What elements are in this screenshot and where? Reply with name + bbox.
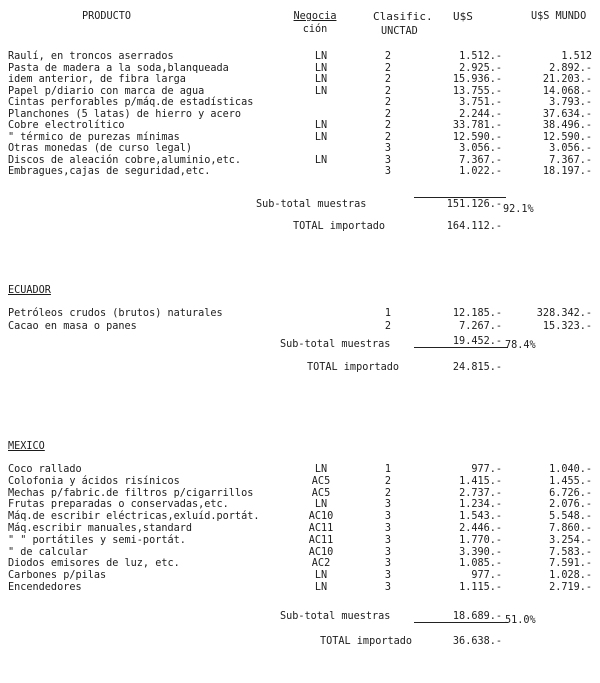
cell-neg: AC10 xyxy=(308,511,334,523)
cell-producto: Pasta de madera a la soda,blanqueada xyxy=(8,62,229,74)
cell-clas: 3 xyxy=(384,166,392,177)
cell-usd: 1.543.- xyxy=(459,511,502,523)
cell-producto: " térmico de purezas mínimas xyxy=(8,131,180,143)
cell-usd: 1.085.- xyxy=(459,558,502,570)
cell-producto: " de calcular xyxy=(8,546,88,558)
cell-neg: LN xyxy=(314,85,328,97)
cell-mundo: 328.342.- xyxy=(536,308,592,319)
cell-usd: 13.755.- xyxy=(452,85,502,97)
ecuador-total-value: 24.815.- xyxy=(452,362,502,373)
header-negociacion-line1: Negocia xyxy=(293,11,337,22)
header-usd-mundo: U$S MUNDO xyxy=(531,11,587,22)
cell-producto: Embragues,cajas de seguridad,etc. xyxy=(8,166,211,177)
cell-mundo: 5.548.- xyxy=(549,511,592,523)
cell-producto: Raulí, en troncos aserrados xyxy=(8,51,174,62)
mexico-subtotal-label: Sub-total muestras xyxy=(280,611,391,622)
cell-neg: AC2 xyxy=(311,558,331,570)
cell-producto: Frutas preparadas o conservadas,etc. xyxy=(8,499,229,511)
cell-mundo: 37.634.- xyxy=(542,108,592,120)
cell-mundo: 21.203.- xyxy=(542,74,592,85)
mexico-total-value: 36.638.- xyxy=(452,636,502,647)
cell-mundo: 12.590.- xyxy=(542,131,592,143)
cell-mundo: 14.068.- xyxy=(542,85,592,97)
cell-clas: 2 xyxy=(384,97,392,108)
cell-mundo: 1.512 xyxy=(561,51,592,62)
cell-producto: " " portátiles y semi-portát. xyxy=(8,534,186,546)
cell-producto: Cintas perforables p/máq.de estadísticas xyxy=(8,97,254,108)
cell-usd: 2.737.- xyxy=(459,487,502,499)
cell-usd: 1.415.- xyxy=(459,475,502,487)
cell-clas: 2 xyxy=(384,108,392,120)
cell-producto: Máq.de escribir eléctricas,exluíd.portát. xyxy=(8,511,260,523)
cell-clas: 1 xyxy=(384,464,392,475)
cell-producto: Coco rallado xyxy=(8,464,82,475)
cell-mundo: 2.076.- xyxy=(549,499,592,511)
cell-usd: 1.512.- xyxy=(459,51,502,62)
header-usd: U$S xyxy=(453,10,473,23)
cell-mundo: 3.056.- xyxy=(549,143,592,154)
cell-neg: LN xyxy=(314,120,328,131)
cell-mundo: 1.455.- xyxy=(549,475,592,487)
cell-producto: Cobre electrolítico xyxy=(8,120,125,131)
cell-clas: 3 xyxy=(384,582,392,593)
mexico-title: MEXICO xyxy=(8,441,45,452)
cell-usd: 2.244.- xyxy=(459,108,502,120)
cell-clas: 3 xyxy=(384,546,392,558)
cell-usd: 12.590.- xyxy=(452,131,502,143)
ecuador-subtotal-percent: 78.4% xyxy=(505,340,536,351)
section1-total-label: TOTAL importado xyxy=(293,221,386,232)
cell-neg: AC5 xyxy=(311,475,331,487)
cell-neg: AC10 xyxy=(308,546,334,558)
cell-producto: Discos de aleación cobre,aluminio,etc. xyxy=(8,154,242,166)
cell-producto: Papel p/diario con marca de agua xyxy=(8,85,205,97)
header-producto: PRODUCTO xyxy=(82,11,132,22)
cell-mundo: 7.367.- xyxy=(549,154,592,166)
cell-clas: 2 xyxy=(384,320,392,332)
cell-clas: 2 xyxy=(384,62,392,74)
cell-neg: LN xyxy=(314,74,328,85)
section1-total-value: 164.112.- xyxy=(446,221,502,232)
cell-mundo: 2.892.- xyxy=(549,62,592,74)
cell-clas: 2 xyxy=(384,475,392,487)
cell-clas: 3 xyxy=(384,143,392,154)
cell-neg: LN xyxy=(314,499,328,511)
mexico-subtotal-value: 18.689.- xyxy=(452,611,502,622)
cell-usd: 7.367.- xyxy=(459,154,502,166)
cell-usd: 2.925.- xyxy=(459,62,502,74)
mexico-subtotal-percent: 51.0% xyxy=(505,615,536,626)
ecuador-subtotal-label: Sub-total muestras xyxy=(280,339,391,350)
cell-clas: 2 xyxy=(384,131,392,143)
cell-neg: LN xyxy=(314,582,328,593)
cell-usd: 12.185.- xyxy=(452,308,502,319)
cell-clas: 3 xyxy=(384,499,392,511)
cell-mundo: 7.860.- xyxy=(549,523,592,534)
cell-mundo: 38.496.- xyxy=(542,120,592,131)
cell-producto: Carbones p/pilas xyxy=(8,570,107,582)
cell-mundo: 1.040.- xyxy=(549,464,592,475)
cell-neg: LN xyxy=(314,51,328,62)
cell-producto: Petróleos crudos (brutos) naturales xyxy=(8,308,223,319)
cell-mundo: 3.254.- xyxy=(549,534,592,546)
cell-clas: 3 xyxy=(384,154,392,166)
cell-clas: 2 xyxy=(384,120,392,131)
cell-usd: 977.- xyxy=(471,464,502,475)
cell-mundo: 18.197.- xyxy=(542,166,592,177)
section1-subtotal-value: 151.126.- xyxy=(446,199,502,210)
cell-mundo: 2.719.- xyxy=(549,582,592,593)
cell-neg: LN xyxy=(314,62,328,74)
cell-neg: LN xyxy=(314,154,328,166)
cell-usd: 1.234.- xyxy=(459,499,502,511)
cell-usd: 3.751.- xyxy=(459,97,502,108)
cell-producto: Cacao en masa o panes xyxy=(8,320,137,332)
cell-mundo: 7.583.- xyxy=(549,546,592,558)
cell-neg: AC5 xyxy=(311,487,331,499)
cell-neg: LN xyxy=(314,131,328,143)
cell-mundo: 7.591.- xyxy=(549,558,592,570)
cell-clas: 3 xyxy=(384,523,392,534)
cell-usd: 2.446.- xyxy=(459,523,502,534)
cell-neg: AC11 xyxy=(308,534,334,546)
cell-usd: 3.390.- xyxy=(459,546,502,558)
header-clasific: Clasific. xyxy=(373,10,433,23)
cell-clas: 2 xyxy=(384,51,392,62)
cell-clas: 3 xyxy=(384,570,392,582)
cell-usd: 1.770.- xyxy=(459,534,502,546)
section1-subtotal-percent: 92.1% xyxy=(503,204,534,215)
cell-clas: 1 xyxy=(384,308,392,319)
mexico-total-label: TOTAL importado xyxy=(320,636,413,647)
section1-subtotal-rule xyxy=(414,197,506,198)
cell-producto: idem anterior, de fibra larga xyxy=(8,74,186,85)
cell-mundo: 6.726.- xyxy=(549,487,592,499)
cell-neg: AC11 xyxy=(308,523,334,534)
ecuador-subtotal-value: 19.452.- xyxy=(452,336,502,347)
cell-usd: 33.781.- xyxy=(452,120,502,131)
cell-clas: 3 xyxy=(384,511,392,523)
cell-neg: LN xyxy=(314,570,328,582)
cell-mundo: 1.028.- xyxy=(549,570,592,582)
cell-mundo: 3.793.- xyxy=(549,97,592,108)
cell-clas: 2 xyxy=(384,487,392,499)
ecuador-title: ECUADOR xyxy=(8,285,51,296)
cell-producto: Planchones (5 latas) de hierro y acero xyxy=(8,108,242,120)
cell-producto: Colofonia y ácidos risínicos xyxy=(8,475,180,487)
cell-neg: LN xyxy=(314,464,328,475)
cell-clas: 3 xyxy=(384,558,392,570)
cell-usd: 1.115.- xyxy=(459,582,502,593)
cell-producto: Mechas p/fabric.de filtros p/cigarrillos xyxy=(8,487,254,499)
cell-clas: 2 xyxy=(384,85,392,97)
cell-usd: 15.936.- xyxy=(452,74,502,85)
cell-usd: 1.022.- xyxy=(459,166,502,177)
ecuador-total-label: TOTAL importado xyxy=(307,362,400,373)
cell-clas: 2 xyxy=(384,74,392,85)
cell-usd: 3.056.- xyxy=(459,143,502,154)
cell-producto: Otras monedas (de curso legal) xyxy=(8,143,193,154)
cell-usd: 977.- xyxy=(471,570,502,582)
cell-mundo: 15.323.- xyxy=(542,320,592,332)
cell-clas: 3 xyxy=(384,534,392,546)
header-unctad: UNCTAD xyxy=(381,26,418,37)
section1-subtotal-label: Sub-total muestras xyxy=(256,199,367,210)
cell-producto: Diodos emisores de luz, etc. xyxy=(8,558,180,570)
header-negociacion-line2: ción xyxy=(302,24,328,35)
cell-producto: Máq.escribir manuales,standard xyxy=(8,523,193,534)
cell-usd: 7.267.- xyxy=(459,320,502,332)
cell-producto: Encendedores xyxy=(8,582,82,593)
